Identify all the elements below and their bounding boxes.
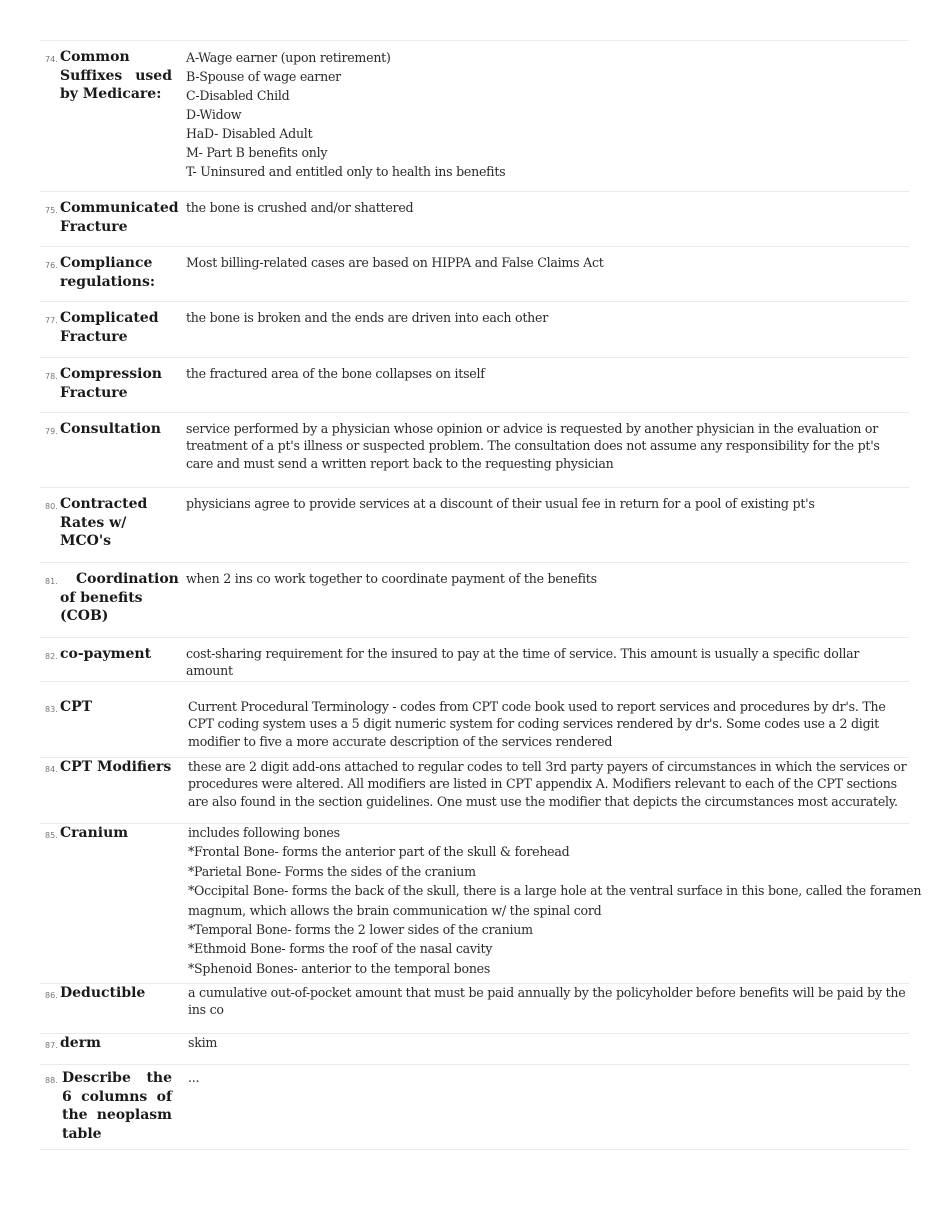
entry-88 xyxy=(40,1065,909,1150)
entry-definition: cost-sharing requirement for the insured to pay at the time of service. This amount is usually a specific dollar amount xyxy=(186,646,860,679)
entry-number: 75. xyxy=(45,206,58,215)
entry-term: CPT Modifiers xyxy=(60,759,172,775)
entry-85 xyxy=(40,824,922,984)
entry-number: 85. xyxy=(45,831,58,840)
definition-line: *Temporal Bone- forms the 2 lower sides of the cranium xyxy=(188,922,533,938)
entry-term: Compliance regulations: xyxy=(60,255,155,290)
entry-number: 83. xyxy=(45,705,58,714)
definition-line: A-Wage earner (upon retirement) xyxy=(186,50,391,65)
entry-term: Coordination of benefits (COB) xyxy=(60,571,179,624)
entry-definition: Most billing-related cases are based on HIPPA and False Claims Act xyxy=(186,255,604,270)
entry-number: 81. xyxy=(45,577,58,586)
entry-definition: the fractured area of the bone collapses on itself xyxy=(186,366,485,381)
entry-term: Contracted Rates w/ MCO's xyxy=(60,496,148,549)
entry-number: 86. xyxy=(45,991,58,1000)
entry-term: Complicated Fracture xyxy=(60,310,159,345)
entry-term: CPT xyxy=(60,699,93,715)
entry-definition: the bone is broken and the ends are driven into each other xyxy=(186,310,549,325)
entry-definition xyxy=(186,48,909,181)
entry-definition: Current Procedural Terminology - codes from CPT code book used to report services and procedures by dr's. The CPT coding system uses a 5 digit numeric system for coding services rendered by dr's. Some codes use a 2 digit modifier to five a more accurate description of the services rendered xyxy=(188,699,886,749)
entry-term: Communicated Fracture xyxy=(60,200,179,235)
definition-line: *Sphenoid Bones- anterior to the temporal bones xyxy=(188,960,491,976)
entry-83 xyxy=(40,682,909,758)
entry-78 xyxy=(40,358,909,413)
entry-79 xyxy=(40,413,909,488)
entry-number: 80. xyxy=(45,502,58,511)
entry-76 xyxy=(40,247,909,302)
entry-number: 84. xyxy=(45,765,58,774)
entry-number: 79. xyxy=(45,427,58,436)
definition-line: *Ethmoid Bone- forms the roof of the nasal cavity xyxy=(188,941,493,957)
entry-82 xyxy=(40,638,909,682)
definition-line: magnum, which allows the brain communication w/ the spinal cord xyxy=(188,902,602,918)
entry-77 xyxy=(40,302,909,358)
definition-line: C-Disabled Child xyxy=(186,88,290,103)
entry-term: derm xyxy=(60,1035,101,1051)
definition-line: M- Part B benefits only xyxy=(186,145,328,160)
entry-number: 76. xyxy=(45,261,58,270)
entry-term: Cranium xyxy=(60,825,129,841)
entry-84 xyxy=(40,758,909,824)
entry-definition: skim xyxy=(188,1035,218,1050)
entry-86 xyxy=(40,984,909,1034)
entry-80 xyxy=(40,488,909,563)
definition-line: HaD- Disabled Adult xyxy=(186,126,313,141)
entry-definition xyxy=(188,823,922,978)
entry-87 xyxy=(40,1034,909,1065)
entry-number: 78. xyxy=(45,372,58,381)
definition-line: B-Spouse of wage earner xyxy=(186,69,341,84)
entry-term: co-payment xyxy=(60,646,152,662)
entry-definition: a cumulative out-of-pocket amount that must be paid annually by the policyholder before benefits will be paid by the ins co xyxy=(188,985,906,1018)
entry-definition: the bone is crushed and/or shattered xyxy=(186,200,414,215)
entry-term: Describe the 6 columns of the neoplasm table xyxy=(62,1070,172,1142)
entry-number: 74. xyxy=(45,55,58,64)
entry-term: Compression Fracture xyxy=(60,366,162,401)
definition-line: *Occipital Bone- forms the back of the skull, there is a large hole at the ventral surface in this bone, called the foramen xyxy=(188,883,922,899)
entry-term: Consultation xyxy=(60,421,161,437)
entry-number: 88. xyxy=(45,1076,58,1085)
entry-definition: these are 2 digit add-ons attached to regular codes to tell 3rd party payers of circumstances in which the services or procedures were altered. All modifiers are listed in CPT appendix A. Modifiers relevant to each of the CPT sections are also found in the section guidelines. One must use the modifier that depicts the circumstances most accurately. xyxy=(188,759,907,809)
definition-line: D-Widow xyxy=(186,107,242,122)
definition-line: T- Uninsured and entitled only to health ins benefits xyxy=(186,164,506,179)
definition-line: *Frontal Bone- forms the anterior part of the skull & forehead xyxy=(188,844,570,860)
entry-definition: when 2 ins co work together to coordinate payment of the benefits xyxy=(186,571,597,586)
entry-definition: ... xyxy=(188,1070,200,1085)
entry-definition: service performed by a physician whose opinion or advice is requested by another physician in the evaluation or treatment of a pt's illness or suspected problem. The consultation does not assume any responsibility for the pt's care and must send a written report back to the requesting physician xyxy=(186,421,880,471)
entry-75 xyxy=(40,192,909,247)
definition-line: includes following bones xyxy=(188,825,340,840)
entry-term: Deductible xyxy=(60,985,146,1001)
entry-number: 87. xyxy=(45,1041,58,1050)
entry-definition: physicians agree to provide services at a discount of their usual fee in return for a pool of existing pt's xyxy=(186,496,815,511)
entry-81 xyxy=(40,563,909,638)
entry-number: 77. xyxy=(45,316,58,325)
entry-number: 82. xyxy=(45,652,58,661)
definition-line: *Parietal Bone- Forms the sides of the cranium xyxy=(188,863,476,879)
entry-term: Common Suffixes used by Medicare: xyxy=(60,49,172,102)
entry-74 xyxy=(40,41,909,192)
flashcard-list xyxy=(40,40,922,1150)
